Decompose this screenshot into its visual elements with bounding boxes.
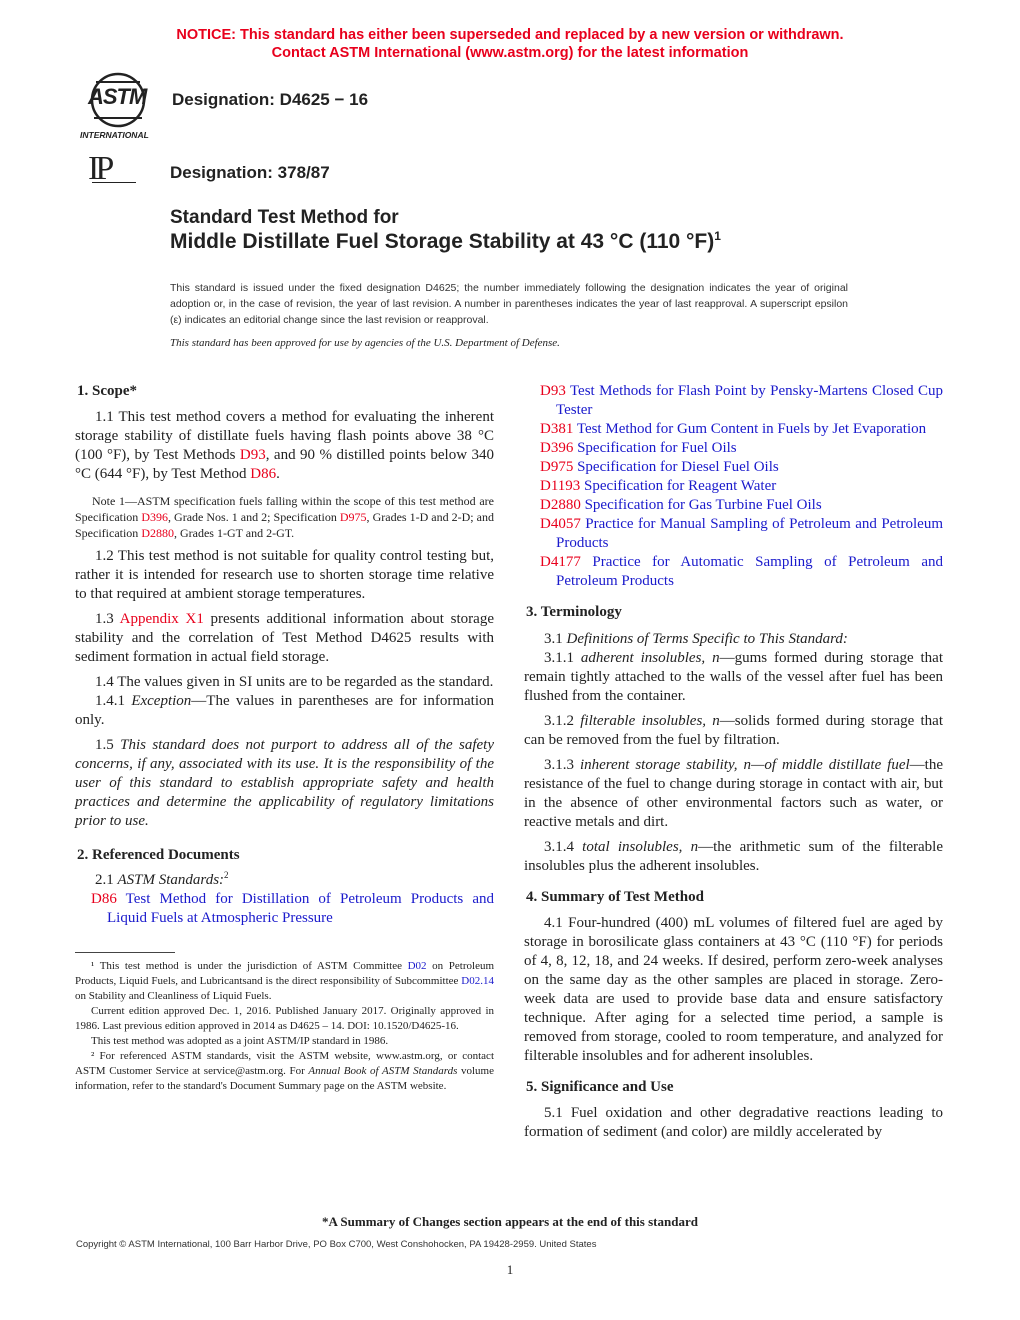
- scope-1-2: 1.2 This test method is not suitable for quality control testing but, rather it is intended for research use to shorten storage time relative to that required at ambient storage temperatures.: [75, 548, 494, 602]
- right-column: [524, 382, 943, 1142]
- title-line-2: [170, 230, 721, 254]
- notice-line-2: Contact ASTM International (www.astm.org) for the latest information: [271, 45, 749, 61]
- ip-logo-underline: [92, 182, 136, 183]
- footnote-2: ² For referenced ASTM standards, visit the ASTM website, www.astm.org, or contact ASTM Customer Service at service@astm.org. For Annual Book of ASTM Standards volume information, refer to the standard's Document Summary page on the ASTM website.: [75, 1050, 494, 1092]
- footnotes: [75, 959, 494, 1094]
- scope-heading: 1. Scope*: [77, 383, 137, 399]
- significance-5-1: 5.1 Fuel oxidation and other degradative reactions leading to formation of sediment (and color) are mildly accelerated by: [524, 1105, 943, 1140]
- terminology-3-1-4: 3.1.4 total insolubles, n—the arithmetic sum of the filterable insolubles plus the adherent insolubles.: [524, 839, 944, 874]
- link-d2880[interactable]: D2880: [141, 526, 174, 540]
- astm-logo-letters: ASTM: [88, 84, 147, 109]
- link-d975[interactable]: D975: [339, 510, 367, 524]
- significance-heading: 5. Significance and Use: [526, 1079, 674, 1095]
- refdocs-2-1: 2.1 ASTM Standards:$^2$: [95, 870, 229, 888]
- notice-line-1: NOTICE: This standard has either been superseded and replaced by a new version or withdrawn.: [176, 27, 844, 43]
- terminology-heading: 3. Terminology: [526, 604, 622, 620]
- ref-item-d396[interactable]: D396 Specification for Fuel Oils: [540, 440, 737, 456]
- withdrawal-notice: [0, 26, 1020, 62]
- dod-approval-note: This standard has been approved for use by agencies of the U.S. Department of Defense.: [170, 337, 560, 349]
- terminology-3-1: 3.1 Definitions of Terms Specific to This Standard:: [544, 631, 848, 647]
- scope-note-1: Note 1—ASTM specification fuels falling within the scope of this test method are Specification D396, Grade Nos. 1 and 2; Specification D975, Grades 1-D and 2-D; and Specification D2880, Grades 1-GT and 2-GT.: [75, 494, 495, 540]
- scope-1-3: 1.3 Appendix X1 presents additional information about storage stability and the correlation of Test Method D4625 results with sediment formation in actual field storage.: [75, 611, 494, 665]
- ip-logo-letters: IP: [88, 150, 111, 187]
- footnote-1-joint: This test method was adopted as a joint ASTM/IP standard in 1986.: [91, 1035, 389, 1047]
- summary-heading: 4. Summary of Test Method: [526, 889, 704, 905]
- ref-item-d86[interactable]: D86 Test Method for Distillation of Petroleum Products and Liquid Fuels at Atmospheric Pressure: [91, 891, 494, 926]
- footnote-1-edition: Current edition approved Dec. 1, 2016. Published January 2017. Originally approved in 1986. Last previous edition approved in 2014 as D4625 – 14. DOI: 10.1520/D4625-16.: [75, 1005, 494, 1032]
- summary-4-1: 4.1 Four-hundred (400) mL volumes of filtered fuel are aged by storage in borosilicate glass containers at 43 °C (110 °F) for periods of 4, 8, 12, 18, and 24 weeks. If desired, perform zero-week analyses on the same day as the other samples are placed in storage. Zero-week data are used to provide base data and ensure satisfactory technique. After aging for a selected time period, a sample is removed from storage, cooled to room temperature, and analyzed for filterable insolubles and for adherent insolubles.: [524, 915, 943, 1064]
- terminology-3-1-2: 3.1.2 filterable insolubles, n—solids formed during storage that can be removed from the fuel by filtration.: [524, 713, 944, 748]
- title-line-1: Standard Test Method for: [170, 207, 399, 228]
- ref-item-d381[interactable]: D381 Test Method for Gum Content in Fuels by Jet Evaporation: [540, 421, 927, 437]
- title-footnote-marker: 1: [714, 229, 721, 243]
- designation-ip: Designation: 378/87: [170, 163, 330, 182]
- terminology-3-1-1: 3.1.1 adherent insolubles, n—gums formed during storage that remain tightly attached to the walls of the vessel after fuel has been flushed from the container.: [524, 650, 943, 704]
- astm-logo: [76, 72, 160, 142]
- ref-item-d4177[interactable]: D4177 Practice for Automatic Sampling of Petroleum and Petroleum Products: [540, 554, 943, 589]
- scope-1-4-1: 1.4.1 Exception—The values in parentheses are for information only.: [75, 693, 494, 728]
- scope-1-5: 1.5 This standard does not purport to address all of the safety concerns, if any, associated with its use. It is the responsibility of the user of this standard to establish appropriate safety and health practices and determine the applicability of regulatory limitations prior to use.: [75, 737, 495, 829]
- terminology-3-1-3: 3.1.3 inherent storage stability, n—of middle distillate fuel—the resistance of the fuel to change during storage in contact with air, but in the absence of other environmental factors such as water, or reactive metals and dirt.: [524, 757, 943, 830]
- link-d396[interactable]: D396: [141, 510, 169, 524]
- link-d02[interactable]: D02: [407, 960, 427, 972]
- link-appendix-x1[interactable]: Appendix X1: [119, 611, 204, 627]
- scope-1-1: 1.1 This test method covers a method for evaluating the inherent storage stability of distillate fuels having flash points above 38 °C (100 °F), by Test Methods D93, and 90 % distilled points below 340 °C (644 °F), by Test Method D86.: [75, 409, 494, 482]
- link-d93[interactable]: D93: [239, 447, 266, 463]
- footnote-rule: [75, 952, 175, 953]
- page-number: 1: [506, 1262, 514, 1277]
- title-text: Middle Distillate Fuel Storage Stability at 43 °C (110 °F): [170, 230, 715, 253]
- summary-of-changes-note: *A Summary of Changes section appears at the end of this standard: [322, 1214, 698, 1229]
- ref-item-d4057[interactable]: D4057 Practice for Manual Sampling of Petroleum and Petroleum Products: [540, 516, 943, 551]
- link-d86[interactable]: D86: [250, 466, 277, 482]
- astm-logo-international: INTERNATIONAL: [80, 130, 149, 140]
- scope-1-4: 1.4 The values given in SI units are to be regarded as the standard.: [95, 674, 494, 690]
- footnote-1: ¹ This test method is under the jurisdiction of ASTM Committee D02 on Petroleum Products, Liquid Fuels, and Lubricantsand is the direct responsibility of Subcommittee D02.14 on Stability and Cleanliness of Liquid Fuels.: [75, 960, 495, 1002]
- refdocs-heading: 2. Referenced Documents: [77, 847, 240, 863]
- preface: This standard is issued under the fixed designation D4625; the number immediately following the designation indicates the year of original adoption or, in the case of revision, the year of last revision. A number in parentheses indicates the year of last reapproval. A superscript epsilon (ε) indicates an editorial change since the last revision or reapproval.: [170, 282, 848, 326]
- ref-item-d1193[interactable]: D1193 Specification for Reagent Water: [540, 478, 777, 494]
- copyright: Copyright © ASTM International, 100 Barr Harbor Drive, PO Box C700, West Conshohocken, PA 19428-2959. United States: [76, 1239, 597, 1250]
- ref-item-d93[interactable]: D93 Test Methods for Flash Point by Pensky-Martens Closed Cup Tester: [540, 383, 943, 418]
- ref-item-d2880[interactable]: D2880 Specification for Gas Turbine Fuel Oils: [540, 497, 822, 513]
- left-column: [75, 382, 494, 1094]
- ref-item-d975[interactable]: D975 Specification for Diesel Fuel Oils: [540, 459, 779, 475]
- link-d02-14[interactable]: D02.14: [461, 975, 494, 987]
- ip-logo: [88, 150, 138, 190]
- designation-astm: Designation: D4625 − 16: [172, 90, 369, 109]
